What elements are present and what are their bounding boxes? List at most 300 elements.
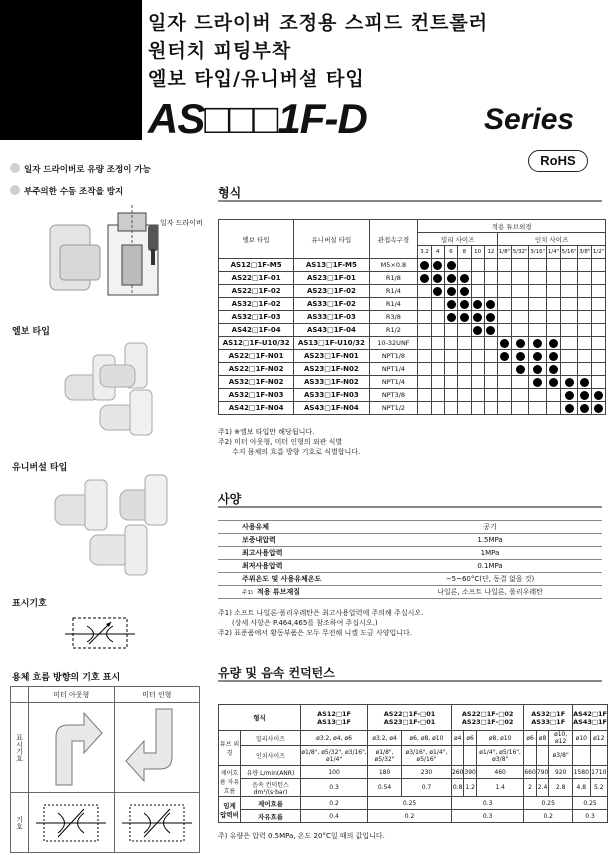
- title-line-1: 일자 드라이버 조정용 스피드 컨트롤러: [148, 12, 489, 34]
- inch-value: ø3/16", ø1/4", ø5/16": [402, 746, 452, 766]
- flow-model-name: AS33□1F: [531, 717, 566, 726]
- availability-cell: [458, 285, 471, 298]
- tube-size-header: 5/32": [511, 246, 529, 259]
- flow-model-cell: [368, 705, 452, 731]
- availability-cell: [418, 311, 431, 324]
- sonic-label: 음속 컨덕턴스 dm³/(s·bar): [241, 779, 301, 797]
- availability-cell: [484, 311, 497, 324]
- availability-cell: [498, 376, 512, 389]
- elbow-type-label: 엘보 타입: [12, 327, 50, 337]
- availability-cell: [547, 402, 561, 415]
- model-elbow-cell: AS22□1F-01: [219, 272, 294, 285]
- availability-cell: [578, 337, 592, 350]
- availability-cell: [498, 311, 512, 324]
- metric-value: ø6: [524, 731, 536, 746]
- flow-model-cell: [524, 705, 573, 731]
- availability-cell: [431, 311, 444, 324]
- model-universal-cell: AS23□1F-N02: [294, 363, 369, 376]
- sonic-value: 2.8: [549, 779, 573, 797]
- inch-value: [464, 746, 476, 766]
- spec-note-2: (상세 사항은 P.464,465를 참조하여 주십시오.): [232, 619, 378, 627]
- crack-free-label: 자유흐름: [241, 810, 301, 823]
- tube-size-header: 5/16": [560, 246, 578, 259]
- model-elbow-cell: AS32□1F-02: [219, 298, 294, 311]
- header-black-bar: [0, 0, 142, 140]
- availability-cell: [547, 259, 561, 272]
- symbol-row-label: 기호: [11, 793, 29, 853]
- availability-cell: [578, 311, 592, 324]
- available-dot-icon: [486, 300, 495, 309]
- availability-cell: [578, 298, 592, 311]
- model-row: [219, 402, 606, 415]
- sonic-value: 0.54: [368, 779, 402, 797]
- flow-rate-value: 100: [301, 766, 368, 779]
- spec-label-text: 적용 튜브재질: [256, 588, 300, 596]
- availability-cell: [444, 350, 457, 363]
- model-universal-cell: AS13□1F-M5: [294, 259, 369, 272]
- availability-cell: [471, 259, 484, 272]
- available-dot-icon: [516, 339, 525, 348]
- availability-cell: [578, 389, 592, 402]
- inch-value: [573, 746, 590, 766]
- display-symbol-row-label: 표시기호: [11, 703, 29, 793]
- available-dot-icon: [447, 274, 456, 283]
- model-row: [219, 389, 606, 402]
- flow-rate-label: 유량 L/min(ANR): [241, 766, 301, 779]
- availability-cell: [471, 376, 484, 389]
- available-dot-icon: [473, 326, 482, 335]
- availability-cell: [418, 389, 431, 402]
- availability-cell: [547, 350, 561, 363]
- sonic-value: 1.4: [476, 779, 523, 797]
- availability-cell: [578, 363, 592, 376]
- available-dot-icon: [420, 274, 429, 283]
- ctrl-group-label: 제어흐름 자유흐름: [219, 766, 241, 797]
- crack-ctrl-value: 0.2: [301, 797, 368, 810]
- sonic-value: 0.7: [402, 779, 452, 797]
- availability-cell: [431, 402, 444, 415]
- flow-rate-value: 1580: [573, 766, 590, 779]
- availability-cell: [592, 324, 606, 337]
- available-dot-icon: [580, 404, 589, 413]
- crack-free-value: 0.2: [524, 810, 573, 823]
- tube-size-header: 1/2": [592, 246, 606, 259]
- availability-cell: [592, 402, 606, 415]
- metric-value: ø8: [536, 731, 548, 746]
- availability-cell: [547, 363, 561, 376]
- availability-cell: [498, 389, 512, 402]
- available-dot-icon: [549, 365, 558, 374]
- availability-cell: [418, 259, 431, 272]
- available-dot-icon: [473, 300, 482, 309]
- availability-cell: [511, 259, 529, 272]
- model-universal-cell: AS33□1F-02: [294, 298, 369, 311]
- model-elbow-cell: AS22□1F-N01: [219, 350, 294, 363]
- model-thread-cell: R1/8: [369, 272, 418, 285]
- available-dot-icon: [565, 404, 574, 413]
- spec-label: [218, 534, 378, 547]
- hdr-inch: 인치 사이즈: [498, 233, 606, 246]
- availability-cell: [444, 376, 457, 389]
- availability-cell: [529, 285, 547, 298]
- spec-row: [218, 560, 602, 573]
- model-table-body: [219, 259, 606, 415]
- model-thread-cell: R1/4: [369, 298, 418, 311]
- model-elbow-cell: AS12□1F-M5: [219, 259, 294, 272]
- availability-cell: [498, 324, 512, 337]
- available-dot-icon: [447, 300, 456, 309]
- availability-cell: [511, 389, 529, 402]
- spec-label-text: 최고사용압력: [242, 549, 283, 557]
- inch-value: ø1/8", ø5/32", ø3/16", ø1/4": [301, 746, 368, 766]
- availability-cell: [458, 272, 471, 285]
- hdr-thread: 관접속구경: [369, 220, 418, 259]
- tube-size-header: 3.2: [418, 246, 431, 259]
- available-dot-icon: [460, 274, 469, 283]
- availability-cell: [458, 389, 471, 402]
- model-row: [219, 272, 606, 285]
- metric-value: ø10: [573, 731, 590, 746]
- model-section-rule: [218, 200, 602, 202]
- title-line-3: 엘보 타입/유니버설 타입: [148, 68, 365, 90]
- metric-value: ø12: [590, 731, 607, 746]
- availability-cell: [529, 311, 547, 324]
- availability-cell: [592, 389, 606, 402]
- model-thread-cell: R1/2: [369, 324, 418, 337]
- tube-size-header: 1/8": [498, 246, 512, 259]
- spec-label-text: 최저사용압력: [242, 562, 283, 570]
- model-thread-cell: R3/8: [369, 311, 418, 324]
- available-dot-icon: [447, 261, 456, 270]
- model-note-2: 주2) 미터 아웃형, 미터 인형의 외관 식별: [218, 438, 343, 446]
- availability-cell: [511, 376, 529, 389]
- availability-cell: [529, 376, 547, 389]
- model-universal-cell: AS13□1F-U10/32: [294, 337, 369, 350]
- availability-cell: [431, 272, 444, 285]
- model-row: [219, 350, 606, 363]
- model-universal-cell: AS33□1F-03: [294, 311, 369, 324]
- availability-cell: [471, 350, 484, 363]
- availability-cell: [431, 337, 444, 350]
- available-dot-icon: [486, 313, 495, 322]
- model-row: [219, 337, 606, 350]
- availability-cell: [547, 324, 561, 337]
- spec-value: 나일론, 소프트 나일론, 폴리우레탄: [378, 586, 602, 599]
- availability-cell: [547, 337, 561, 350]
- availability-cell: [529, 363, 547, 376]
- availability-cell: [431, 376, 444, 389]
- availability-cell: [418, 363, 431, 376]
- meter-in-arrow-cell: [114, 703, 200, 793]
- spec-value: −5~60°C(단, 동결 없을 것): [378, 573, 602, 586]
- availability-cell: [511, 324, 529, 337]
- crack-ctrl-label: 제어흐름: [241, 797, 301, 810]
- availability-cell: [578, 350, 592, 363]
- inch-value: [590, 746, 607, 766]
- tube-size-header: 1/4": [547, 246, 561, 259]
- availability-cell: [458, 324, 471, 337]
- availability-cell: [458, 311, 471, 324]
- availability-cell: [578, 402, 592, 415]
- availability-cell: [431, 350, 444, 363]
- tube-size-header: 8: [458, 246, 471, 259]
- flow-direction-label: 용체 흐름 방향의 기호 표시: [12, 673, 121, 683]
- availability-cell: [560, 259, 578, 272]
- flow-model-name: AS13□1F: [317, 717, 351, 726]
- series-model: AS□□□1F-D: [148, 95, 367, 142]
- available-dot-icon: [433, 261, 442, 270]
- sonic-value: 2: [524, 779, 536, 797]
- tube-size-header: 6: [444, 246, 457, 259]
- tube-size-header: 3/8": [578, 246, 592, 259]
- tube-group-label: 튜브 외경: [219, 731, 241, 766]
- availability-cell: [444, 402, 457, 415]
- availability-cell: [560, 402, 578, 415]
- spec-label: [218, 586, 378, 599]
- availability-cell: [578, 324, 592, 337]
- spec-row: [218, 547, 602, 560]
- model-row: [219, 298, 606, 311]
- flow-model-name: AS22□1F-□02: [461, 709, 514, 718]
- available-dot-icon: [533, 365, 542, 374]
- availability-cell: [592, 337, 606, 350]
- availability-cell: [444, 337, 457, 350]
- model-row: [219, 259, 606, 272]
- availability-cell: [560, 324, 578, 337]
- availability-cell: [418, 324, 431, 337]
- availability-cell: [578, 272, 592, 285]
- availability-cell: [547, 311, 561, 324]
- model-thread-cell: 10-32UNF: [369, 337, 418, 350]
- availability-cell: [471, 389, 484, 402]
- availability-cell: [444, 259, 457, 272]
- flow-rate-value: 920: [549, 766, 573, 779]
- availability-cell: [560, 337, 578, 350]
- title-line-2: 원터치 피팅부착: [148, 40, 292, 62]
- inch-value: [451, 746, 463, 766]
- available-dot-icon: [433, 287, 442, 296]
- spec-label-text: 보증내압력: [242, 536, 276, 544]
- spec-section-heading: 사양: [218, 492, 242, 506]
- flow-model-name: AS23□1F-□02: [461, 717, 514, 726]
- available-dot-icon: [549, 339, 558, 348]
- spec-row: [218, 573, 602, 586]
- model-elbow-cell: AS42□1F-N04: [219, 402, 294, 415]
- metric-value: ø8, ø10: [476, 731, 523, 746]
- availability-cell: [484, 402, 497, 415]
- availability-cell: [547, 376, 561, 389]
- availability-cell: [418, 402, 431, 415]
- spec-table: [218, 520, 602, 599]
- available-dot-icon: [460, 300, 469, 309]
- available-dot-icon: [486, 326, 495, 335]
- model-elbow-cell: AS22□1F-N02: [219, 363, 294, 376]
- availability-cell: [458, 259, 471, 272]
- availability-cell: [484, 324, 497, 337]
- available-dot-icon: [447, 313, 456, 322]
- spec-value: 1.5MPa: [378, 534, 602, 547]
- spec-label-text: 사용유체: [242, 523, 270, 531]
- inch-value: ø1/4", ø5/16", ø3/8": [476, 746, 523, 766]
- model-elbow-cell: AS32□1F-03: [219, 311, 294, 324]
- crack-free-value: 0.3: [573, 810, 608, 823]
- screwdriver-label: 일자 드라이버: [160, 219, 203, 227]
- available-dot-icon: [460, 287, 469, 296]
- available-dot-icon: [565, 378, 574, 387]
- availability-cell: [511, 363, 529, 376]
- model-note-3: 수지 몸체의 흐름 방향 기호로 식별합니다.: [232, 448, 361, 456]
- crack-group-label: 임계 압력비: [219, 797, 241, 823]
- model-elbow-cell: AS32□1F-N03: [219, 389, 294, 402]
- flow-model-name: AS43□1F: [573, 717, 607, 726]
- metric-value: ø4: [451, 731, 463, 746]
- availability-cell: [444, 389, 457, 402]
- available-dot-icon: [433, 274, 442, 283]
- hdr-metric: 밀리 사이즈: [418, 233, 498, 246]
- model-row: [219, 285, 606, 298]
- availability-cell: [444, 298, 457, 311]
- available-dot-icon: [594, 391, 603, 400]
- availability-cell: [592, 259, 606, 272]
- available-dot-icon: [500, 352, 509, 361]
- model-universal-cell: AS23□1F-N01: [294, 350, 369, 363]
- flow-model-name: AS12□1F: [317, 709, 351, 718]
- availability-cell: [471, 298, 484, 311]
- spec-label: [218, 560, 378, 573]
- availability-cell: [560, 350, 578, 363]
- available-dot-icon: [473, 313, 482, 322]
- flow-model-cell: [451, 705, 523, 731]
- series-word: Series: [484, 103, 575, 136]
- metric-value: ø3.2, ø4, ø6: [301, 731, 368, 746]
- availability-cell: [418, 337, 431, 350]
- metric-value: ø6, ø8, ø10: [402, 731, 452, 746]
- meter-out-arrow-icon: [36, 707, 106, 787]
- flow-rate-value: 1710: [590, 766, 607, 779]
- flow-model-name: AS32□1F: [531, 709, 566, 718]
- available-dot-icon: [549, 378, 558, 387]
- availability-cell: [578, 259, 592, 272]
- crack-free-value: 0.4: [301, 810, 368, 823]
- availability-cell: [484, 337, 497, 350]
- flow-note: 주) 유량은 압력 0.5MPa, 온도 20°C일 때의 값입니다.: [218, 832, 385, 840]
- spec-note-3: 주2) 표준품에서 황동부품은 모두 무전해 니켈 도금 사양입니다.: [218, 629, 413, 637]
- spec-value: 1MPa: [378, 547, 602, 560]
- availability-cell: [484, 376, 497, 389]
- crack-ctrl-value: 0.25: [573, 797, 608, 810]
- available-dot-icon: [500, 339, 509, 348]
- sonic-value: 5.2: [590, 779, 607, 797]
- rohs-badge: RoHS: [528, 150, 588, 172]
- model-note-1: 주1) ※엘보 타입만 해당됩니다.: [218, 428, 315, 436]
- tube-size-header: 4: [431, 246, 444, 259]
- spec-row: [218, 534, 602, 547]
- availability-cell: [471, 272, 484, 285]
- availability-cell: [560, 298, 578, 311]
- flow-model-name: AS42□1F: [573, 709, 607, 718]
- availability-cell: [529, 350, 547, 363]
- availability-cell: [418, 285, 431, 298]
- model-thread-cell: NPT1/2: [369, 402, 418, 415]
- model-thread-cell: NPT1/4: [369, 376, 418, 389]
- availability-cell: [560, 363, 578, 376]
- bullet-icon: [10, 163, 20, 173]
- availability-cell: [592, 311, 606, 324]
- availability-cell: [418, 350, 431, 363]
- available-dot-icon: [516, 352, 525, 361]
- metric-label: 밀리사이즈: [241, 731, 301, 746]
- availability-cell: [458, 402, 471, 415]
- inch-label: 인치사이즈: [241, 746, 301, 766]
- availability-cell: [444, 272, 457, 285]
- tube-size-header: 10: [471, 246, 484, 259]
- model-thread-cell: R1/4: [369, 285, 418, 298]
- availability-cell: [484, 389, 497, 402]
- availability-cell: [511, 298, 529, 311]
- available-dot-icon: [533, 378, 542, 387]
- model-elbow-cell: AS32□1F-N02: [219, 376, 294, 389]
- model-table: [218, 219, 606, 415]
- availability-cell: [511, 272, 529, 285]
- availability-cell: [592, 298, 606, 311]
- metric-value: ø10, ø12: [549, 731, 573, 746]
- meter-in-arrow-icon: [122, 707, 192, 787]
- elbow-type-photo: [45, 335, 195, 445]
- metric-value: ø6: [464, 731, 476, 746]
- availability-cell: [560, 389, 578, 402]
- spec-section-rule: [218, 506, 602, 508]
- meter-out-symbol-icon: [36, 797, 106, 847]
- model-thread-cell: NPT1/4: [369, 363, 418, 376]
- model-thread-cell: NPT1/8: [369, 350, 418, 363]
- spec-note-1: 주1) 소프트 나일론·폴리우레탄은 최고사용압력에 주의해 주십시오.: [218, 609, 424, 617]
- model-universal-cell: AS23□1F-02: [294, 285, 369, 298]
- availability-cell: [529, 337, 547, 350]
- availability-cell: [484, 285, 497, 298]
- availability-cell: [529, 389, 547, 402]
- flow-rate-value: 460: [476, 766, 523, 779]
- availability-cell: [511, 402, 529, 415]
- model-elbow-cell: AS12□1F-U10/32: [219, 337, 294, 350]
- availability-cell: [484, 272, 497, 285]
- availability-cell: [458, 298, 471, 311]
- availability-cell: [592, 350, 606, 363]
- availability-cell: [431, 285, 444, 298]
- availability-cell: [578, 285, 592, 298]
- availability-cell: [547, 272, 561, 285]
- availability-cell: [431, 363, 444, 376]
- availability-cell: [431, 389, 444, 402]
- availability-cell: [458, 350, 471, 363]
- availability-cell: [418, 376, 431, 389]
- availability-cell: [498, 285, 512, 298]
- sonic-value: 2.4: [536, 779, 548, 797]
- model-elbow-cell: AS22□1F-02: [219, 285, 294, 298]
- available-dot-icon: [580, 391, 589, 400]
- tube-size-header: 3/16": [529, 246, 547, 259]
- availability-cell: [560, 311, 578, 324]
- availability-cell: [498, 272, 512, 285]
- availability-cell: [444, 285, 457, 298]
- availability-cell: [529, 324, 547, 337]
- spec-value: 공기: [378, 521, 602, 534]
- hdr-elbow: 엘보 타입: [219, 220, 294, 259]
- spec-row: [218, 521, 602, 534]
- model-universal-cell: AS33□1F-N03: [294, 389, 369, 402]
- sonic-value: 0.3: [301, 779, 368, 797]
- availability-cell: [471, 337, 484, 350]
- inch-value: ø1/8", ø5/32": [368, 746, 402, 766]
